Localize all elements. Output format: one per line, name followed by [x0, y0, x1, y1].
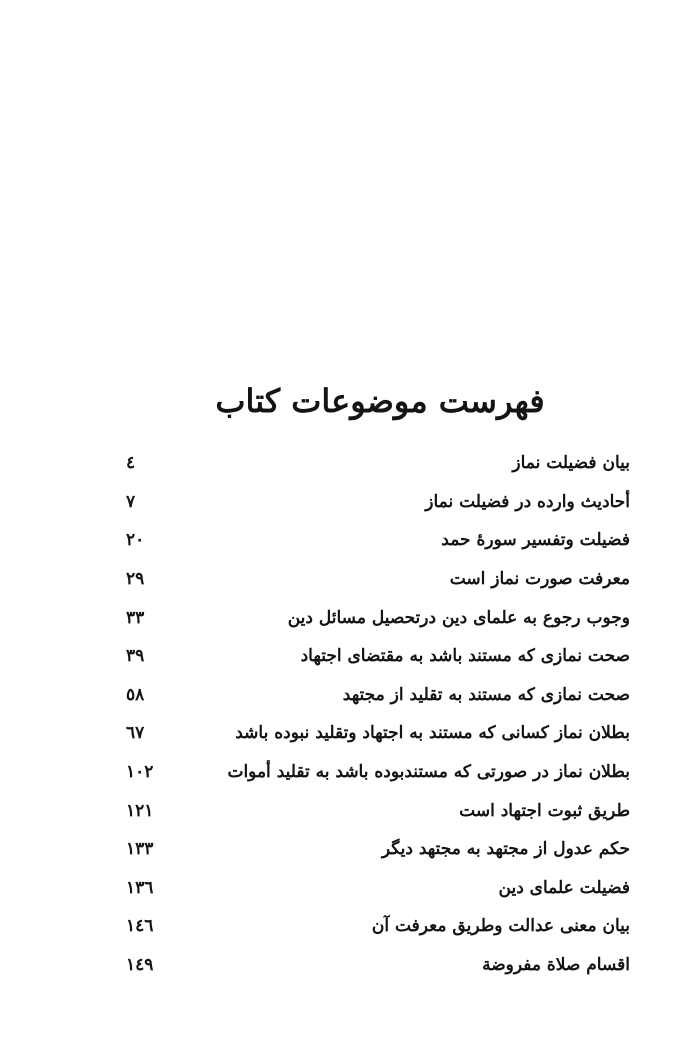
toc-entry-topic: بیان معنی عدالت وطریق معرفت آن: [371, 916, 630, 937]
toc-entry-topic: صحت نمازی که مستند باشد به مقتضای اجتهاد: [300, 646, 630, 667]
toc-entry: [126, 946, 630, 985]
toc-entry: [126, 830, 630, 869]
toc-entry-page-number: ١٤٩: [126, 955, 154, 976]
toc-entry-page-number: ٤: [126, 453, 136, 474]
toc-entry-page-number: ٣٣: [126, 607, 145, 628]
toc-entry: [126, 907, 630, 946]
toc-entry-page-number: ١٣٣: [126, 839, 154, 860]
toc-entry-page-number: ١٣٦: [126, 877, 154, 898]
toc-entry-page-number: ٢٠: [126, 530, 145, 551]
toc-title: فهرست موضوعات کتاب: [215, 382, 545, 420]
toc-entry: [126, 560, 630, 599]
toc-entry-topic: طریق ثبوت اجتهاد است: [459, 800, 630, 821]
toc-entry-page-number: ٦٧: [126, 723, 145, 744]
toc-entry: [126, 444, 630, 483]
toc-entry-page-number: ٥٨: [126, 684, 145, 705]
toc-entry: [126, 714, 630, 753]
toc-entry-topic: اقسام صلاة مفروضة: [482, 955, 630, 976]
toc-entry: [126, 637, 630, 676]
toc-entry: [126, 791, 630, 830]
toc-entry-page-number: ١٤٦: [126, 916, 154, 937]
toc-entry-topic: وجوب رجوع به علمای دین درتحصیل مسائل دین: [287, 607, 630, 628]
toc-entry-topic: فضیلت وتفسیر سورهٔ حمد: [441, 530, 630, 551]
toc-list: [126, 444, 630, 984]
toc-entry: [126, 598, 630, 637]
toc-entry-topic: معرفت صورت نماز است: [449, 569, 630, 590]
toc-entry-page-number: ١٢١: [126, 800, 154, 821]
toc-entry-topic: بطلان نماز در صورتی که مستندبوده باشد به تقلید أموات: [227, 762, 630, 783]
toc-entry-page-number: ٧: [126, 491, 136, 512]
toc-entry-page-number: ٣٩: [126, 646, 145, 667]
toc-entry-page-number: ١٠٢: [126, 762, 154, 783]
toc-entry-topic: فضیلت علمای دین: [498, 877, 630, 898]
toc-entry: [126, 521, 630, 560]
toc-entry-topic: صحت نمازی که مستند به تقلید از مجتهد: [342, 684, 630, 705]
toc-entry-topic: أحادیث وارده در فضیلت نماز: [425, 491, 630, 512]
toc-entry-topic: بطلان نماز کسانی که مستند به اجتهاد وتقلید نبوده باشد: [235, 723, 630, 744]
toc-entry-topic: بیان فضیلت نماز: [512, 453, 630, 474]
toc-entry: [126, 483, 630, 522]
toc-entry: [126, 869, 630, 908]
toc-entry: [126, 676, 630, 715]
toc-entry: [126, 753, 630, 792]
toc-entry-topic: حکم عدول از مجتهد به مجتهد دیگر: [381, 839, 630, 860]
toc-entry-page-number: ٢٩: [126, 569, 145, 590]
